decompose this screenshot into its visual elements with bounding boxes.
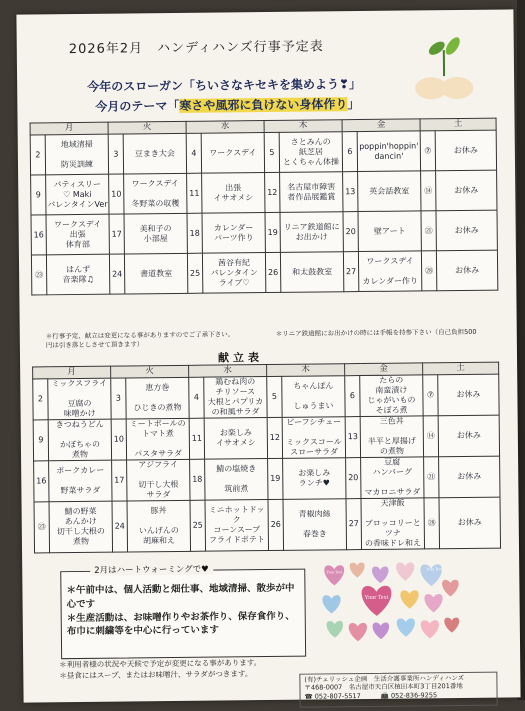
theme-label: 今月のテーマ「 xyxy=(95,98,180,114)
heart-shape xyxy=(350,563,365,578)
calendar-date: 20 xyxy=(343,212,358,252)
menu-date: 3 xyxy=(111,378,126,419)
menu-entry: ビーフシチュー ミックスコール スローサラダ xyxy=(282,417,345,459)
calendar-day-header: 火 xyxy=(108,121,186,134)
calendar-entry: ワークスデイ カレンダー作り xyxy=(358,251,421,292)
menu-entry: 鯖の野菜 あんかけ 切干し大根の 煮物 xyxy=(49,501,113,553)
calendar-entry: 壁アート xyxy=(358,211,421,252)
heart-shape xyxy=(349,623,367,642)
calendar-date: 6 xyxy=(342,132,357,172)
fax-number: 📠 052-836-9255 xyxy=(380,691,438,700)
menu-date: ⑦ xyxy=(423,375,438,416)
menu-week-row xyxy=(34,497,501,553)
hearts-label-2: Your Text xyxy=(326,569,343,575)
menu-entry: ミックスフライ 豆腐の 味噌かけ xyxy=(48,378,111,420)
menu-date: 2 xyxy=(33,379,48,420)
menu-date: 25 xyxy=(190,500,206,551)
menu-date: 16 xyxy=(34,461,49,502)
heart-shape xyxy=(400,590,418,609)
calendar-date: 24 xyxy=(109,254,124,294)
menu-entry: 豆腐 ハンバーグ マカロニサラダ xyxy=(361,457,424,499)
calendar-entry: 美和子の 小部屋 xyxy=(124,213,187,254)
calendar-date: 9 xyxy=(31,175,46,215)
menu-entry: ちゃんぽん しゅうまい xyxy=(282,376,345,418)
menu-entry: 恵方巻 ひじきの煮物 xyxy=(126,377,189,419)
calendar-day-header: 月 xyxy=(30,122,108,135)
menu-date: 9 xyxy=(33,420,48,461)
menu-date: 26 xyxy=(268,499,284,550)
menu-entry: お楽しみ イサオメシ xyxy=(204,418,267,460)
calendar-entry: 地域清掃 防災訓練 xyxy=(45,134,108,175)
hands-sprout-logo xyxy=(409,28,480,109)
calendar-date: 5 xyxy=(264,132,279,172)
schedule-sheet xyxy=(16,9,520,702)
menu-date: 5 xyxy=(267,376,282,417)
menu-day-header: 火 xyxy=(111,365,189,378)
calendar-entry: ワークスデイ 出張 体育部 xyxy=(46,214,109,255)
slogan: 今年のスローガン「ちいさなキセキを集めよう❣」 xyxy=(87,77,362,94)
calendar-date: 25 xyxy=(187,253,202,293)
calendar-entry: バティスリー ♡ Maki バレンタインVer xyxy=(46,174,109,215)
calendar-entry: お休み xyxy=(436,210,497,251)
hearts-label-3: Your Text xyxy=(426,566,443,572)
menu-date: 17 xyxy=(112,460,127,501)
menu-entry: ミニホットドック コーンスープ フライドポテト xyxy=(205,500,269,552)
calendar-entry: はんず 音楽隊♫ xyxy=(46,254,109,295)
menu-week-row xyxy=(33,415,499,461)
page-title: 2026年2月 ハンディハンズ行事予定表 xyxy=(68,39,324,58)
menu-entry: 天津飯 ブロッコリーとツナ の香味ドレ和え xyxy=(361,498,425,550)
heart-shape xyxy=(373,622,390,639)
menu-date: 11 xyxy=(189,418,204,459)
menu-day-header: 木 xyxy=(267,364,345,377)
calendar-entry: 茜谷有紀 バレンタイン ライブ♡ xyxy=(202,253,265,294)
menu-date: 4 xyxy=(189,377,204,418)
heart-shape xyxy=(397,618,415,637)
calendar-entry: リニア鉄道館に お出かけ xyxy=(280,212,343,253)
menu-date: 12 xyxy=(267,417,282,458)
menu-entry: 三色丼 半平と厚揚げ の煮物 xyxy=(360,416,423,458)
calendar-date: 3 xyxy=(108,134,123,174)
menu-date: ㉓ xyxy=(34,502,50,553)
menu-day-header: 水 xyxy=(189,365,267,378)
calendar-week-row xyxy=(30,130,496,175)
calendar-entry: お休み xyxy=(436,170,497,211)
monthly-theme xyxy=(95,95,359,115)
heart-shape xyxy=(326,621,343,638)
menu-entry: お休み xyxy=(439,456,500,498)
lunch-menu xyxy=(32,362,501,554)
calendar-entry: 出張 イサオメシ xyxy=(202,173,265,214)
calendar-entry: お休み xyxy=(435,130,496,171)
menu-entry: お休み xyxy=(438,374,499,416)
menu-date: 6 xyxy=(345,376,360,417)
calendar-week-row xyxy=(31,170,497,215)
calendar-entry: poppin'hoppin' dancin' xyxy=(357,131,420,172)
menu-title: 献立表 xyxy=(217,351,264,365)
calendar-date: 18 xyxy=(187,213,202,253)
hearts-label-1: Your Text xyxy=(364,594,389,602)
warming-heading: 2月はハートウォーミングで♥ xyxy=(90,563,213,576)
calendar-date: ㉑ xyxy=(421,211,436,251)
calendar-date: 19 xyxy=(265,212,280,252)
calendar-entry: 豆まき大会 xyxy=(123,133,186,174)
calendar-date: 2 xyxy=(30,135,45,175)
org-name: (有)チェリッシュ企画 生活介護事業所ハンディハンズ xyxy=(304,673,465,684)
theme-close: 」 xyxy=(347,97,360,112)
menu-entry: 鯖の塩焼き 筑前煮 xyxy=(205,459,268,501)
org-address: 〒468-0007 名古屋市天白区植田本町3丁目201番地 xyxy=(304,682,463,693)
calendar-date: 17 xyxy=(109,214,124,254)
menu-week-row xyxy=(34,456,500,502)
menu-entry: 鶏むね肉の チリソース 大根とパプリカ の和風サラダ xyxy=(204,377,267,419)
calendar-week-row xyxy=(31,250,497,295)
event-calendar xyxy=(30,118,499,296)
calendar-entry: さとみんの 紙芝居 とくちゃん体操 xyxy=(279,132,342,173)
menu-entry: ポークカレー 野菜サラダ xyxy=(49,460,112,502)
menu-date: 20 xyxy=(346,458,361,499)
heart-shape xyxy=(421,620,439,639)
menu-entry: お休み xyxy=(439,497,501,549)
hearts-illustration xyxy=(318,558,465,652)
calendar-week-row xyxy=(31,210,497,255)
contact-box xyxy=(299,672,497,708)
menu-day-header: 月 xyxy=(33,366,111,379)
calendar-entry: 英会話教室 xyxy=(358,171,421,212)
calendar-entry: 和太鼓教室 xyxy=(280,252,343,293)
menu-date: 18 xyxy=(190,459,205,500)
menu-entry: お楽しみ ランチ♥ xyxy=(283,458,346,500)
calendar-date: 11 xyxy=(187,173,202,213)
calendar-entry: お休み xyxy=(436,250,497,291)
calendar-date: 13 xyxy=(343,172,358,212)
calendar-day-header: 土 xyxy=(420,118,496,131)
calendar-date: ⑦ xyxy=(420,131,435,171)
calendar-day-header: 木 xyxy=(264,120,342,133)
calendar-date: 26 xyxy=(265,252,280,292)
menu-date: ⑭ xyxy=(423,416,438,457)
menu-date: 24 xyxy=(112,501,128,552)
menu-entry: たらの 南蛮漬け じゃがいもの そぼろ煮 xyxy=(360,375,423,417)
menu-entry: 豚丼 いんげんの 胡麻和え xyxy=(127,500,191,552)
calendar-date: ㉓ xyxy=(31,255,46,295)
heart-shape xyxy=(396,562,414,581)
schedule-note-right: ＊リニア鉄道館にお出かけの時には手帳を持参下さい（自己負担500 xyxy=(275,327,477,338)
menu-week-row xyxy=(33,374,499,420)
menu-entry: お休み xyxy=(438,415,499,457)
menu-date: ㉘ xyxy=(424,498,440,549)
menu-date: 13 xyxy=(345,417,360,458)
heart-shape xyxy=(442,580,459,597)
heart-shape xyxy=(444,618,459,633)
calendar-date: ㉘ xyxy=(421,251,436,291)
warming-body: ＊午前中は、個人活動と畑仕事、地域清掃、散歩が中心です ＊生産活動は、お味噌作りやお茶作り、保存食作り、布巾に刺繍等を中心に行っています xyxy=(66,582,295,638)
schedule-note-left: ＊行事予定、献立は変更になる事がありますのでご了承下さい。 円は引き落としさせて頂きます） xyxy=(45,330,235,350)
menu-day-header: 土 xyxy=(423,362,499,375)
menu-date: 10 xyxy=(111,419,126,460)
calendar-date: 10 xyxy=(109,174,124,214)
menu-entry: アジフライ 切干し大根 サラダ xyxy=(127,459,190,501)
calendar-entry: カレンダー パーツ作り xyxy=(202,213,265,254)
footnotes: ＊利用者様の状況や天候で予定が変更になる事があります。 ＊昼食にはスープ、またはお味噌汁、サラダがつきます。 xyxy=(59,658,262,681)
calendar-entry: 名古屋市障害 者作品展鑑賞 xyxy=(280,172,343,213)
menu-date: ㉑ xyxy=(424,457,439,498)
menu-day-header: 金 xyxy=(345,363,423,376)
menu-date: 19 xyxy=(268,458,283,499)
menu-date: 27 xyxy=(346,499,362,550)
heart-shape xyxy=(322,595,340,614)
menu-entry: ミートボールの トマト煮 パスタサラダ xyxy=(126,418,189,460)
phone-number: ☎ 052-807-5517 xyxy=(304,691,361,701)
calendar-entry: ワークスデイ 冬野菜の収穫 xyxy=(124,173,187,214)
heart-shape xyxy=(424,594,442,613)
heart-shape xyxy=(372,566,389,583)
menu-entry: 青椒肉絲 春巻き xyxy=(283,499,347,551)
calendar-entry: ワークスデイ xyxy=(201,133,264,174)
calendar-day-header: 金 xyxy=(342,119,420,132)
menu-entry: きつねうどん かぼちゃの 煮物 xyxy=(48,419,111,461)
calendar-date: 4 xyxy=(186,133,201,173)
calendar-date: 12 xyxy=(265,172,280,212)
theme-text: 寒さや風邪に負けない身体作り xyxy=(179,97,348,113)
calendar-date: 16 xyxy=(31,215,46,255)
calendar-date: ⑭ xyxy=(421,171,436,211)
calendar-entry: 書道教室 xyxy=(124,253,187,294)
calendar-day-header: 水 xyxy=(186,121,264,134)
calendar-date: 27 xyxy=(343,252,358,292)
